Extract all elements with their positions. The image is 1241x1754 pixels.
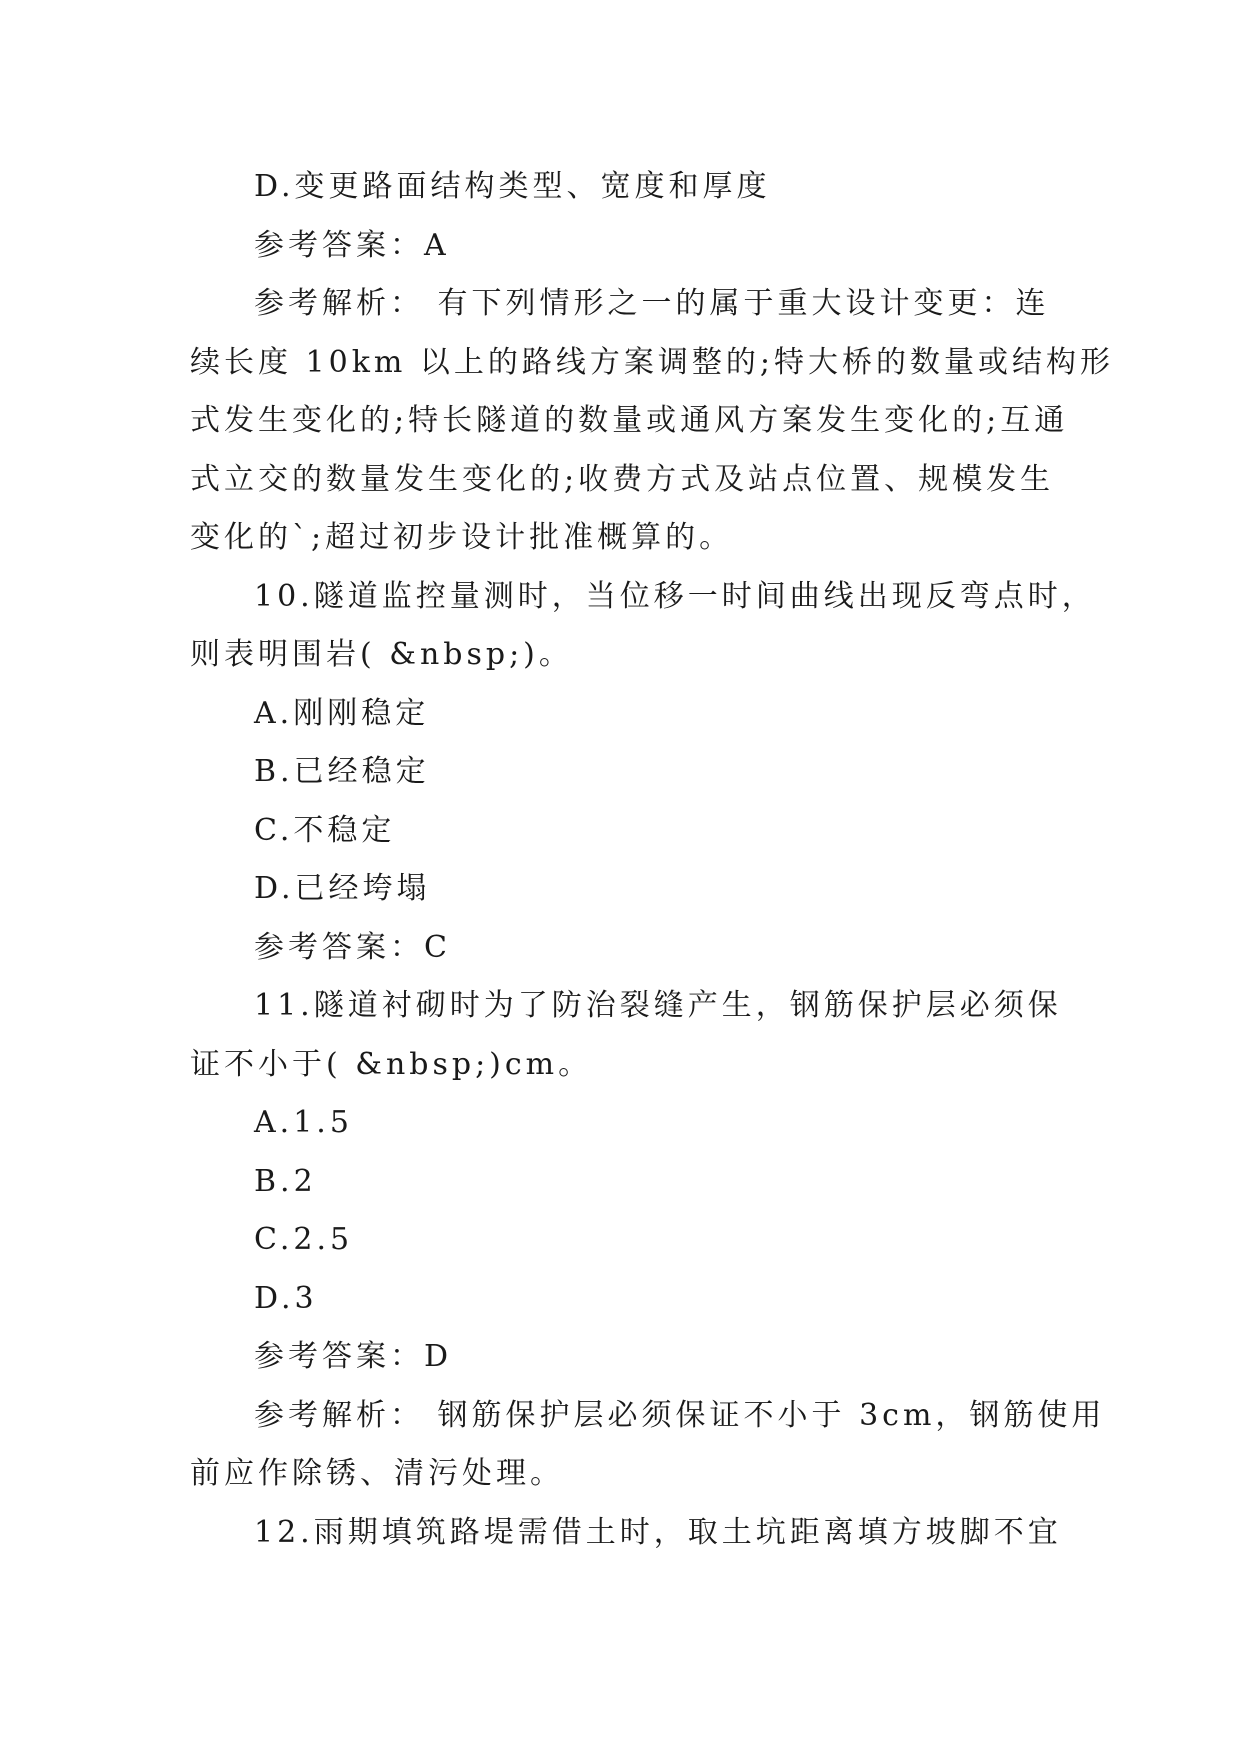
text-line: 前应作除锈、清污处理。 (190, 1456, 564, 1491)
text-line: 续长度 10km 以上的路线方案调整的;特大桥的数量或结构形 (190, 344, 1114, 380)
text-line: 参考解析： 有下列情形之一的属于重大设计变更：连 (254, 286, 1050, 321)
text-line: 11.隧道衬砌时为了防治裂缝产生，钢筋保护层必须保 (254, 988, 1062, 1023)
text-line: C.不稳定 (254, 812, 396, 848)
document-page (190, 158, 1114, 1562)
text-line: 则表明围岩( &nbsp;)。 (190, 637, 573, 672)
text-line: 参考答案：A (254, 227, 450, 263)
text-line: C.2.5 (254, 1222, 354, 1257)
text-line: D.3 (254, 1280, 318, 1316)
text-line: A.刚刚稳定 (254, 695, 430, 731)
text-line: 证不小于( &nbsp;)cm。 (190, 1046, 593, 1082)
text-line: A.1.5 (254, 1105, 353, 1140)
text-line: 式立交的数量发生变化的;收费方式及站点位置、规模发生 (190, 461, 1055, 497)
text-line: 参考答案：D (254, 1339, 453, 1374)
text-line: B.2 (254, 1163, 317, 1199)
text-line: 参考答案：C (254, 929, 451, 965)
text-line: 式发生变化的;特长隧道的数量或通风方案发生变化的;互通 (190, 403, 1069, 438)
text-line: B.已经稳定 (254, 754, 430, 789)
text-line: D.变更路面结构类型、宽度和厚度 (254, 169, 771, 204)
text-line: 参考解析： 钢筋保护层必须保证不小于 3cm，钢筋使用 (254, 1397, 1106, 1433)
text-line: D.已经垮塌 (254, 871, 431, 906)
text-line: 变化的`;超过初步设计批准概算的。 (190, 520, 734, 555)
text-line: 10.隧道监控量测时，当位移一时间曲线出现反弯点时， (254, 578, 1096, 614)
text-line: 12.雨期填筑路堤需借土时，取土坑距离填方坡脚不宜 (254, 1514, 1062, 1550)
